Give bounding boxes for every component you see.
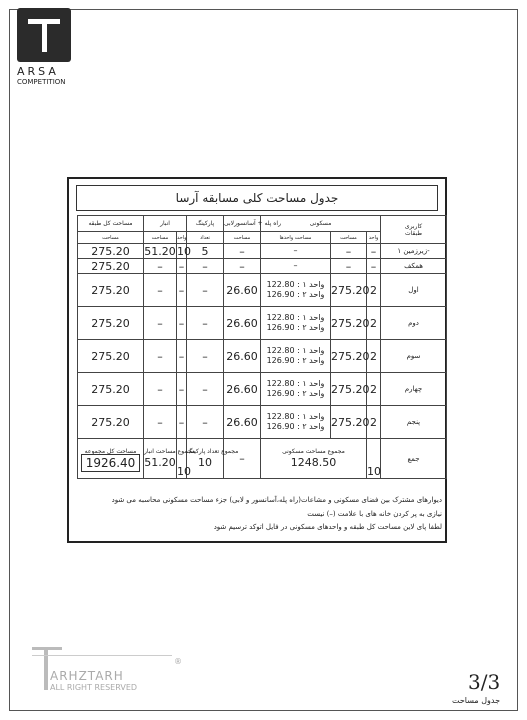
unit-area-line: –	[293, 246, 298, 255]
table-row	[78, 274, 447, 307]
cell-res-unit: 2	[367, 307, 381, 340]
total-label: جمع	[381, 439, 447, 479]
cell-stair-area: 26.60	[224, 340, 261, 373]
total-floor-cell	[78, 439, 144, 479]
cell-floor-total: 275.20	[78, 274, 144, 307]
cell-storage-unit: –	[177, 373, 187, 406]
unit-area-line: 122.80 : واحد ۱	[266, 313, 325, 322]
total-parking-cell	[187, 439, 239, 479]
cell-stair-area: 26.60	[224, 307, 261, 340]
cell-floor-label: دوم	[381, 307, 447, 340]
unit-area-line: 122.80 : واحد ۱	[266, 412, 325, 421]
brand-name: ARSA	[17, 65, 59, 78]
total-storage-units: 10	[177, 439, 187, 479]
area-table	[77, 215, 447, 479]
subheader-res-area: مساحت	[331, 232, 367, 244]
cell-res-unit: –	[367, 259, 381, 274]
subheader-area: مساحت	[78, 232, 144, 244]
cell-parking-count: –	[187, 406, 224, 439]
table-row	[78, 244, 447, 259]
cell-floor-total: 275.20	[78, 244, 144, 259]
table-row	[78, 307, 447, 340]
cell-storage-area: –	[144, 373, 177, 406]
page-caption: جدول مساحت	[452, 696, 501, 705]
subheader-unit-area: مساحت واحدها	[261, 232, 331, 244]
cell-floor-label: زیرزمین ۱-	[381, 244, 447, 259]
total-res-cell	[261, 439, 367, 479]
unit-area-line: 126.90 : واحد ۲	[266, 323, 325, 332]
unit-area-line: 122.80 : واحد ۱	[266, 379, 325, 388]
total-units: 10	[367, 439, 381, 479]
subheader-res-unit: واحد	[367, 232, 381, 244]
cell-stair-area: 26.60	[224, 274, 261, 307]
header-residential: مسکونی	[261, 216, 381, 232]
cell-storage-unit: –	[177, 340, 187, 373]
unit-area-line: 126.90 : واحد ۲	[266, 356, 325, 365]
cell-res-unit: 2	[367, 373, 381, 406]
total-floor-label: مساحت کل مجموعه	[84, 447, 137, 455]
cell-storage-unit: –	[177, 307, 187, 340]
cell-unit-areas	[261, 274, 331, 307]
cell-storage-area: 51.20	[144, 244, 176, 258]
header-floors-label: طبقات	[404, 229, 423, 237]
cell-res-area: –	[331, 259, 367, 274]
subheader-parking-count: تعداد	[187, 232, 224, 244]
header-parking: پارکینگ	[187, 216, 224, 232]
cell-floor-total: 275.20	[78, 307, 144, 340]
table-title: جدول مساحت کلی مسابقه آرسا	[76, 185, 438, 211]
cell-stair-area: 26.60	[224, 406, 261, 439]
cell-res-area: 275.20	[331, 406, 367, 439]
cell-storage-area: –	[144, 307, 177, 340]
cell-res-unit: 2	[367, 274, 381, 307]
subheader-storage-area: مساحت	[144, 232, 177, 244]
cell-unit-areas	[261, 406, 331, 439]
cell-floor-label: همکف	[381, 259, 447, 274]
cell-storage-area: –	[144, 340, 177, 373]
footer-logo-rights: ALL RIGHT RESERVED	[50, 683, 138, 692]
cell-floor-total: 275.20	[78, 406, 144, 439]
cell-storage-unit: –	[177, 259, 187, 274]
total-floor-value: 1926.40	[81, 454, 141, 472]
cell-parking-count: –	[187, 307, 224, 340]
cell-floor-label: اول	[381, 274, 447, 307]
cell-unit-areas	[261, 244, 331, 259]
cell-unit-areas	[261, 259, 331, 274]
brand-subtitle: COMPETITION	[17, 78, 66, 86]
cell-res-area: 275.20	[331, 373, 367, 406]
arsa-logo	[17, 8, 71, 62]
cell-res-area: 275.20	[331, 307, 367, 340]
cell-unit-areas	[261, 373, 331, 406]
footer-logo-name: ARHZTARH	[50, 669, 124, 683]
cell-parking-count: –	[187, 373, 224, 406]
unit-area-line: –	[293, 261, 298, 270]
cell-floor-total: 275.20	[78, 340, 144, 373]
cell-res-unit: –	[367, 244, 381, 259]
cell-parking-count: –	[187, 259, 224, 274]
tarhztarh-logo	[26, 643, 186, 693]
total-stair: –	[224, 439, 261, 479]
cell-floor-label: پنجم	[381, 406, 447, 439]
cell-storage-unit: –	[177, 274, 187, 307]
unit-area-line: 126.90 : واحد ۲	[266, 290, 325, 299]
header-usage	[381, 216, 447, 244]
total-parking-label: مجموع تعداد پارکینگ	[187, 448, 239, 455]
unit-area-line: 126.90 : واحد ۲	[266, 422, 325, 431]
total-residential: 1248.50	[290, 456, 337, 469]
cell-storage-area: –	[144, 259, 177, 274]
total-res-label: مجموع مساحت مسکونی	[282, 448, 345, 455]
unit-area-line: 122.80 : واحد ۱	[266, 346, 325, 355]
cell-parking-count: –	[187, 340, 224, 373]
cell-stair-area: –	[224, 259, 261, 274]
subheader-storage-unit: واحد	[177, 232, 187, 244]
note-1: دیوارهای مشترک بین فضای مسکونی و مشاعات(راه پله،آسانسور و لابی) جزء مساحت مسکونی محاسبه می شود	[111, 496, 442, 504]
cell-unit-areas	[261, 340, 331, 373]
cell-res-area: 275.20	[331, 274, 367, 307]
cell-res-area: –	[331, 244, 367, 259]
cell-parking-count: –	[187, 274, 224, 307]
header-usage-label: کاربری	[404, 222, 423, 230]
cell-floor-label: سوم	[381, 340, 447, 373]
cell-res-unit: 2	[367, 340, 381, 373]
page-number: 3/3	[468, 670, 501, 694]
unit-area-line: 126.90 : واحد ۲	[266, 389, 325, 398]
note-3: لطفا پای لاین مساحت کل طبقه و واحدهای مسکونی در فایل اتوکد ترسیم شود	[213, 523, 442, 531]
cell-unit-areas	[261, 307, 331, 340]
cell-res-area: 275.20	[331, 340, 367, 373]
table-row	[78, 340, 447, 373]
note-2: نیازی به پر کردن خانه های با علامت (–) نیست	[307, 510, 442, 518]
total-storage-area: 51.20	[144, 456, 176, 469]
header-stair: راه پله + آسانسورلابی	[224, 216, 261, 232]
cell-storage-area: –	[144, 406, 177, 439]
cell-storage-area: –	[144, 274, 177, 307]
header-floor-area: مساحت کل طبقه	[78, 216, 144, 232]
subheader-stair-area: مساحت	[224, 232, 261, 244]
cell-parking-count: 5	[187, 244, 224, 259]
table-row	[78, 259, 447, 274]
total-storage-label: مجموع مساحت انبار	[144, 448, 195, 455]
table-row	[78, 406, 447, 439]
total-parking: 10	[198, 456, 212, 469]
cell-res-unit: 2	[367, 406, 381, 439]
cell-stair-area: 26.60	[224, 373, 261, 406]
cell-floor-total: 275.20	[78, 373, 144, 406]
header-storage: انبار	[144, 216, 187, 232]
cell-storage-unit: –	[177, 406, 187, 439]
unit-area-line: 122.80 : واحد ۱	[266, 280, 325, 289]
cell-floor-label: چهارم	[381, 373, 447, 406]
table-row	[78, 373, 447, 406]
cell-stair-area: –	[224, 244, 261, 259]
cell-storage-unit: 10	[177, 244, 191, 258]
cell-floor-total: 275.20	[78, 259, 144, 274]
registered-icon: ®	[174, 657, 182, 666]
